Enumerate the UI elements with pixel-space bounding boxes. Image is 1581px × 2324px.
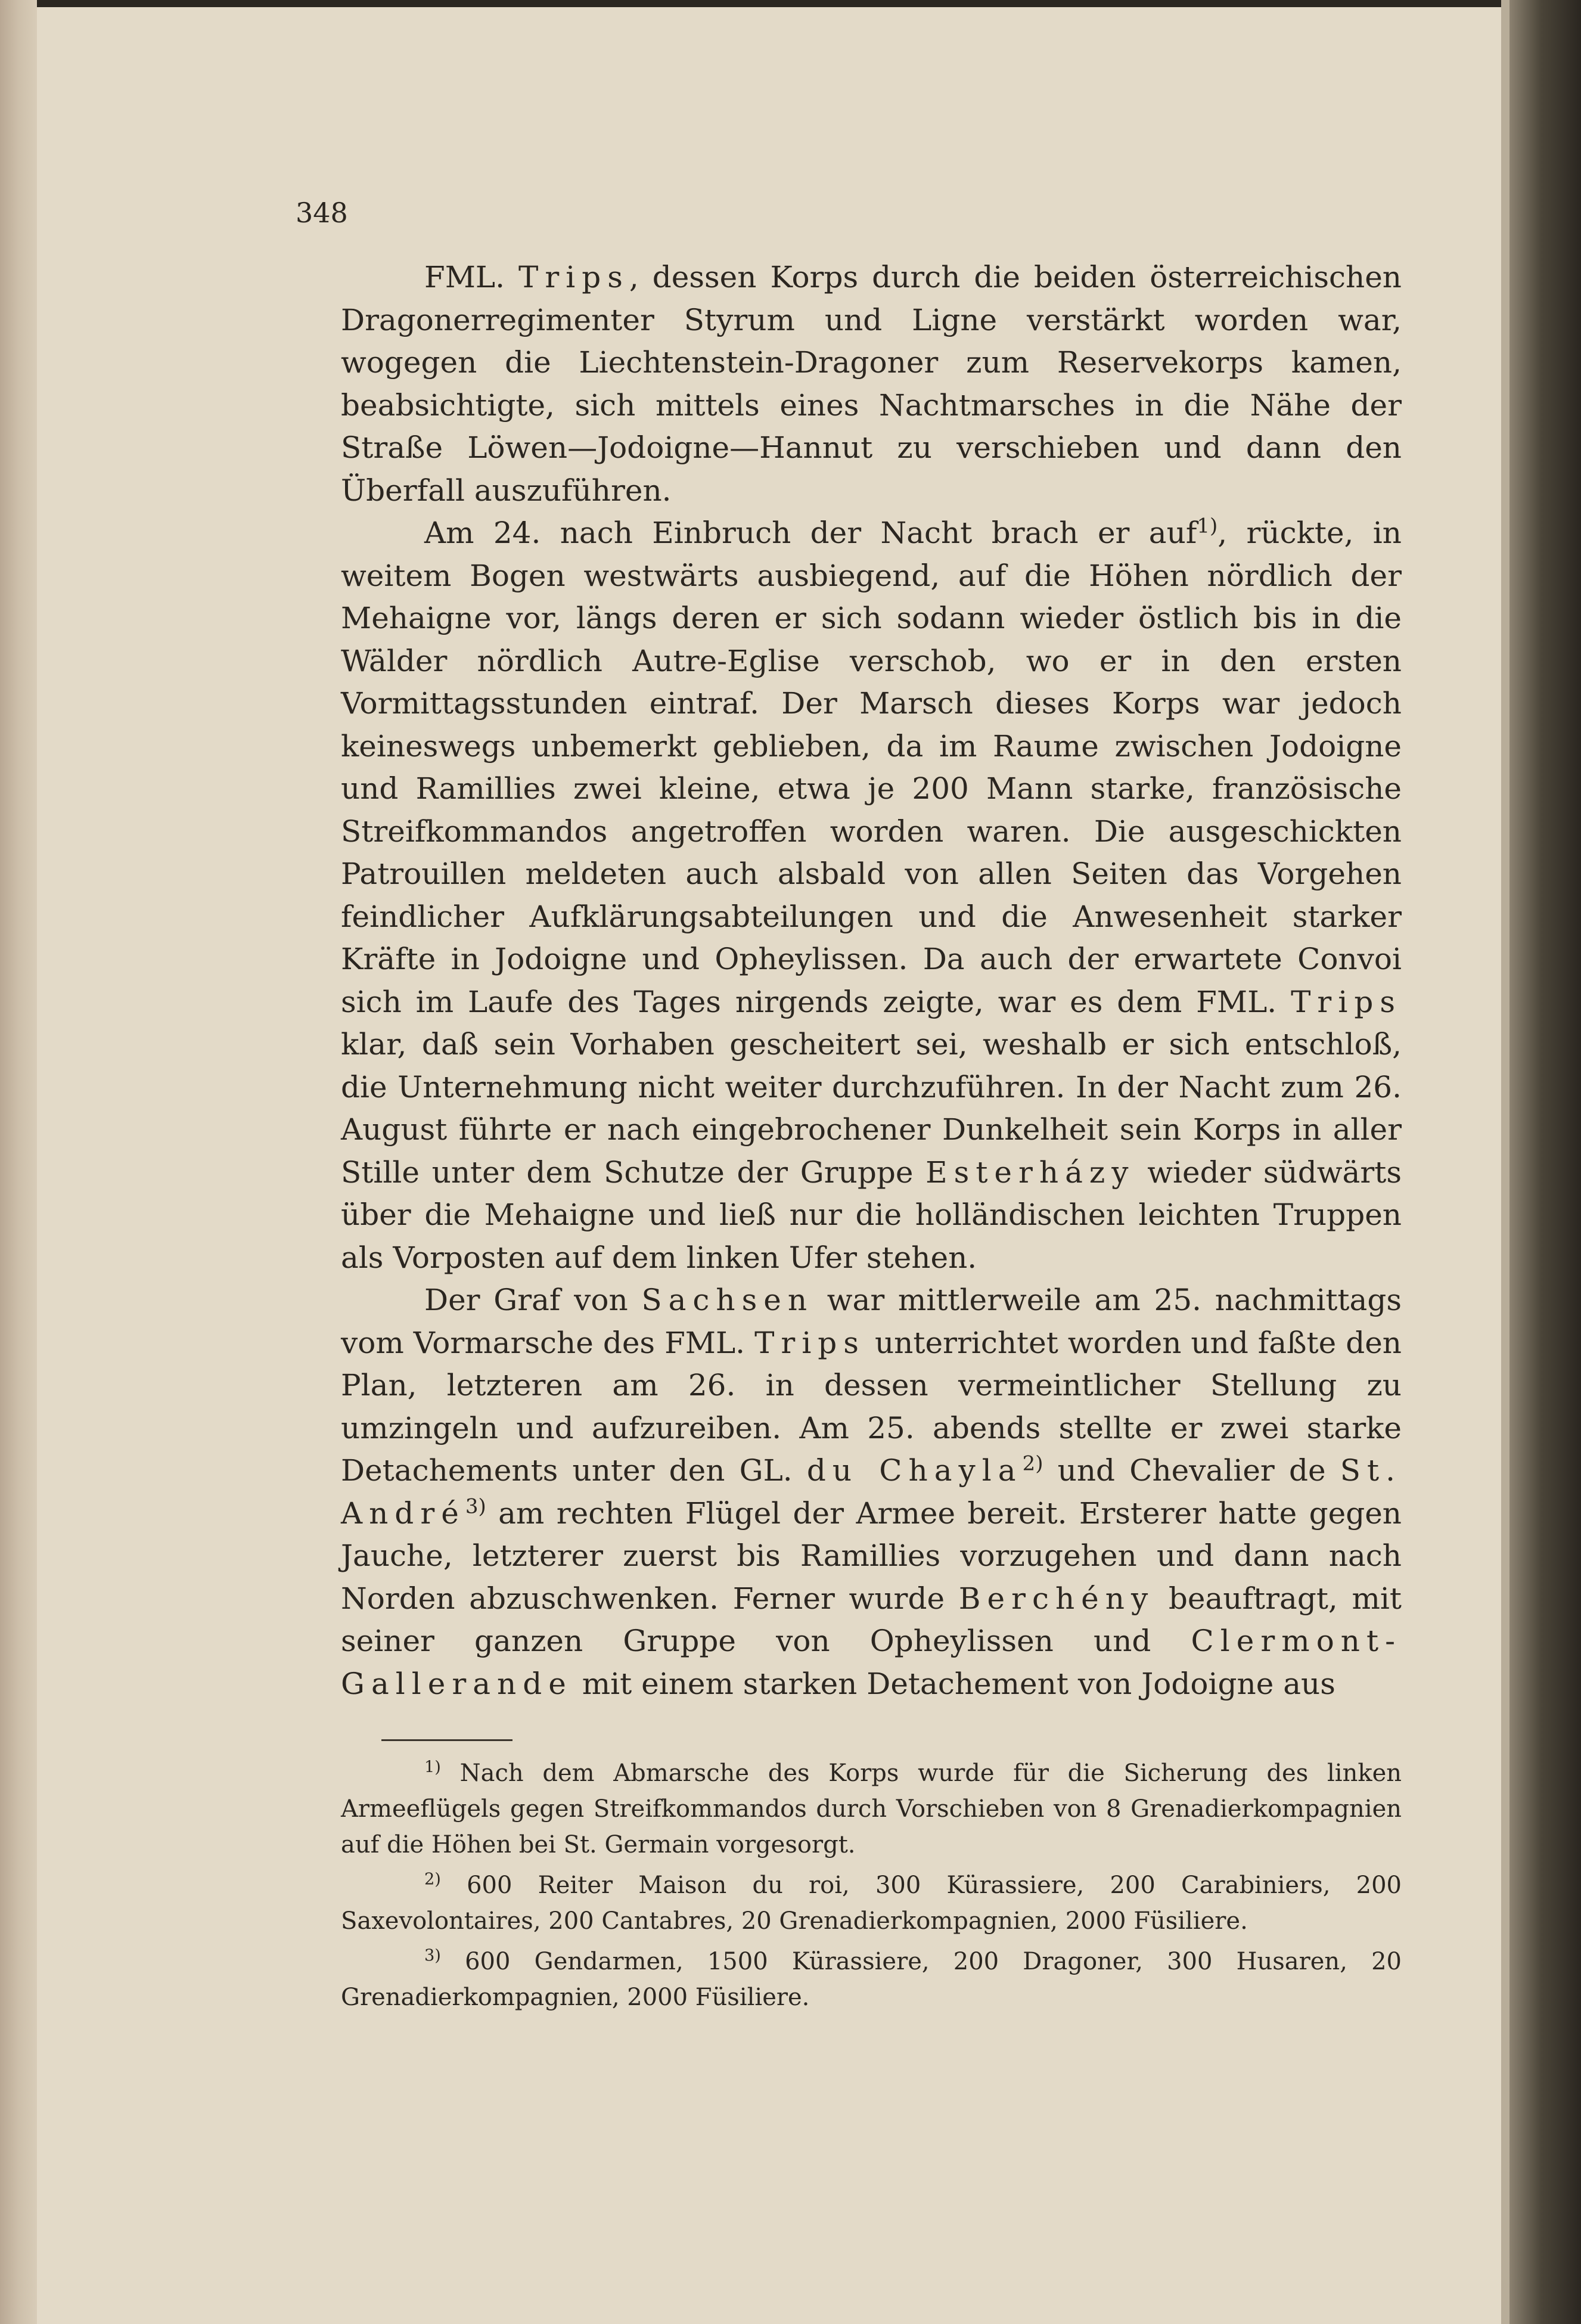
footnote-mark: 1) [424, 1758, 441, 1777]
footnote [341, 1944, 1402, 2015]
page-edge-strip [1501, 0, 1509, 2324]
text-run: FML. [424, 260, 518, 294]
text-run: unterrichtet worden und faßte den Plan, letzteren am 26. in dessen vermeintlicher Stellung zu umzingeln und aufzureiben. Am 25. abends stellte er zwei starke Detachements unter den GL. [341, 1325, 1402, 1488]
footnote-reference: 2) [1022, 1451, 1043, 1476]
spaced-name: Trips [754, 1325, 865, 1360]
spaced-name: Clermont-Gallerande [341, 1624, 1402, 1701]
book-gutter [0, 0, 37, 2324]
footnote [341, 1867, 1402, 1939]
text-run: am rechten Flügel der Armee bereit. Ersterer hatte gegen Jauche, letzterer zuerst bis Ramillies vorzugehen und dann nach Norden abzuschwenken. Ferner wurde [341, 1495, 1402, 1616]
footnote-text: Nach dem Abmarsche des Korps wurde für die Sicherung des linken Armeeflügels gegen Streifkommandos durch Vorschieben von 8 Grenadierkompagnien auf die Höhen bei St. Germain vorgesorgt. [341, 1760, 1402, 1858]
footnote-text: 600 Reiter Maison du roi, 300 Kürassiere, 200 Carabiniers, 200 Saxevolontaires, 200 Cantabres, 20 Grenadierkompagnien, 2000 Füsiliere. [341, 1872, 1402, 1935]
spaced-name: Sachsen [641, 1283, 814, 1317]
paragraph [341, 1279, 1402, 1705]
book-cover-edge [1509, 0, 1581, 2324]
text-run: , rückte, in weitem Bogen westwärts ausbiegend, auf die Höhen nördlich der Mehaigne vor, längs deren er sich sodann wieder östlich bis in die Wälder nördlich Autre-Eglise verschob, wo er in den ersten Vormittagsstunden eintraf. Der Marsch dieses Korps war jedoch keineswegs unbemerkt geblieben, da im Raume zwischen Jodoigne und Ramillies zwei kleine, etwa je 200 Mann starke, französische Streifkommandos angetroffen worden waren. Die ausgeschickten Patrouillen meldeten auch alsbald von allen Seiten das Vorgehen feindlicher Aufklärungsabteilungen und die Anwesenheit starker Kräfte in Jodoigne und Opheylissen. Da auch der erwartete Convoi sich im Laufe des Tages nirgends zeigte, war es dem FML. [341, 516, 1402, 1019]
paragraph [341, 256, 1402, 512]
footnote-mark: 2) [424, 1870, 441, 1889]
text-run: war mittlerweile am 25. nachmittags vom Vormarsche des FML. [341, 1283, 1402, 1360]
text-run: wieder südwärts über die Mehaigne und ließ nur die holländischen leichten Truppen als Vorposten auf dem linken Ufer stehen. [341, 1155, 1402, 1275]
spaced-name: Trips [1291, 984, 1402, 1019]
text-run: Am 24. nach Einbruch der Nacht brach er auf [424, 516, 1197, 550]
scan-top-border [0, 0, 1581, 7]
spaced-name: Esterházy [925, 1155, 1135, 1190]
text-run: , dessen Korps durch die beiden österreichischen Dragonerregimenter Styrum und Ligne verstärkt worden war, wogegen die Liechtenstein-Dragoner zum Reservekorps kamen, beabsichtigte, sich mittels eines Nachtmarsches in die Nähe der Straße Löwen—Jodoigne—Hannut zu verschieben und dann den Überfall auszuführen. [341, 260, 1402, 508]
footnote-reference: 3) [465, 1494, 486, 1518]
spaced-name: Trips [518, 260, 629, 294]
spaced-name: Berchény [958, 1581, 1155, 1616]
footnotes [341, 1755, 1402, 2020]
spaced-name: du Chayla [806, 1453, 1023, 1488]
text-run: mit einem starken Detachement von Jodoigne aus [572, 1666, 1335, 1701]
page-number: 348 [296, 197, 348, 229]
text-run: und Chevalier de [1043, 1453, 1340, 1488]
footnote-reference: 1) [1197, 514, 1218, 538]
text-run: klar, daß sein Vorhaben gescheitert sei, weshalb er sich entschloß, die Unternehmung nicht weiter durchzuführen. In der Nacht zum 26. August führte er nach eingebrochener Dunkelheit sein Korps in aller Stille unter dem Schutze der Gruppe [341, 1027, 1402, 1190]
footnote [341, 1755, 1402, 1863]
footnote-mark: 3) [424, 1946, 441, 1965]
body-text [341, 256, 1402, 1705]
spaced-name: St. André [341, 1453, 1402, 1531]
footnote-text: 600 Gendarmen, 1500 Kürassiere, 200 Dragoner, 300 Husaren, 20 Grenadierkompagnien, 2000 Füsiliere. [341, 1948, 1402, 2011]
paragraph [341, 512, 1402, 1279]
text-run: Der Graf von [424, 1283, 642, 1317]
text-run: beauftragt, mit seiner ganzen Gruppe von Opheylissen und [341, 1581, 1402, 1658]
footnote-separator [381, 1739, 512, 1741]
